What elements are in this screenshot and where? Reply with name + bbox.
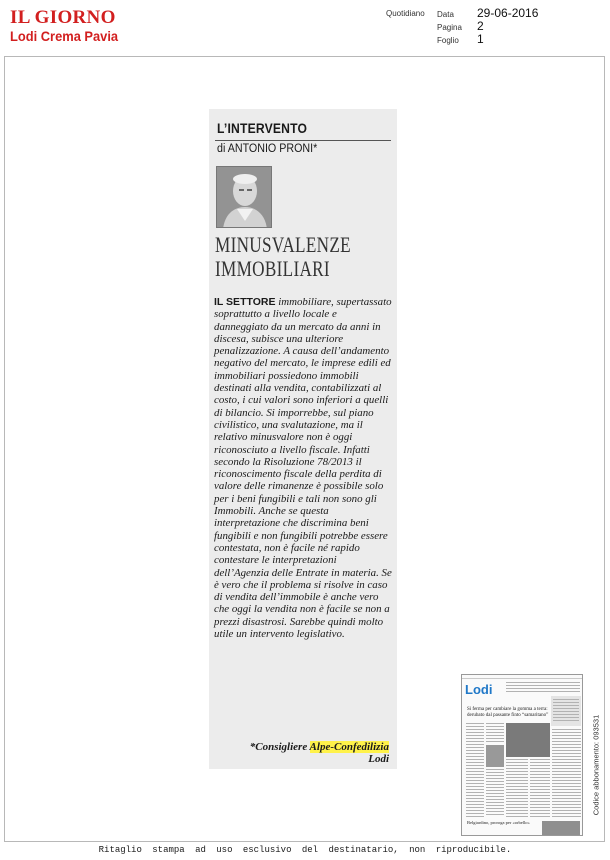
meta-label: Data [437,10,454,19]
meta-label: Foglio [437,36,459,45]
meta-value: 1 [477,32,484,46]
meta-value: 2 [477,19,484,33]
article-column [209,109,397,769]
meta-label: Pagina [437,23,462,32]
thumbnail-photo [506,723,550,757]
author-photo [216,166,272,228]
article-body-text: immobiliare, supertassato soprattutto a livello locale e danneggiato da un mercato da anni in discesa, subisce una ulteriore penalizzazione. A causa dell’andamento negativo del mercato, le imprese edili ed immobiliari possiedono immobili destinati alla vendita, contabilizzati al costo, i cui valori sono inferiori a quelli di bilancio. Si imporrebbe, sul piano civilistico, una svalutazione, ma il relativo minusvalore non è oggi riconosciuto a livello fiscale. Infatti secondo la Risoluzione 78/2013 il riconoscimento fiscale della perdita di valore delle rimanenze è possibile solo per i beni fungibili e tali non sono gli Immobili. Anche se questa interpretazione che discrimina beni fungibili e non fungibili potrebbe essere contestata, non è facile né rapido contestare le interpretazioni dell’Agenzia delle Entrate in materia. Se è vero che il problema si risolve in caso di vendita dell’immobile è anche vero che oggi la vendita non è facile se non a prezzi disastrosi. Sarebbe quindi molto utile un intervento legislativo. [214,296,392,641]
subscription-code [590,690,602,840]
thumbnail-photo [542,821,580,835]
headline-line: IMMOBILIARI [215,256,330,281]
newspaper-name: IL GIORNO [10,7,116,28]
author-portrait-icon [217,167,272,228]
signoff-city: Lodi [368,753,389,765]
thumbnail-text-block [530,759,550,817]
thumbnail-text-block [466,723,484,817]
publication-meta [437,6,538,45]
meta-value: 29-06-2016 [477,6,539,20]
meta-row-sheet [437,32,538,45]
article-byline: di ANTONIO PRONI* [217,143,318,155]
thumbnail-sidebar-text [553,699,579,723]
reproduction-notice: Ritaglio stampa ad uso esclusivo del destinatario, non riproducibile. [98,845,512,855]
kicker-divider [215,140,391,141]
article-body [214,296,392,640]
author-signoff [209,741,389,765]
thumbnail-text-block [506,682,580,692]
thumbnail-photo [486,745,504,767]
article-headline [215,233,351,281]
thumbnail-headline: Si ferma per cambiare la gomma a terra: derubato dal passante finto “samaritano” [467,707,549,718]
article-lead: IL SETTORE [214,296,276,308]
meta-row-date [437,6,538,19]
headline-line: MINUSVALENZE [215,232,351,257]
thumbnail-subhead: Belgiardino, proroga per «orbello» [467,820,530,825]
signoff-role: *Consigliere [249,741,310,753]
thumbnail-text-block [486,723,504,743]
signoff-organization: Alpe-Confedilizia [309,741,389,753]
subscription-code-text: Codice abbonamento: 093531 [591,714,601,816]
meta-row-page [437,19,538,32]
thumbnail-top-rule [462,675,582,679]
publication-type: Quotidiano [386,9,425,18]
article-kicker: L’INTERVENTO [217,121,308,136]
thumbnail-text-block [552,729,581,817]
thumbnail-section-title: Lodi [465,682,493,697]
thumbnail-text-block [486,769,504,817]
masthead [10,8,128,43]
thumbnail-text-block [506,759,528,817]
newspaper-edition: Lodi Crema Pavia [10,28,119,44]
page-thumbnail [461,674,583,836]
